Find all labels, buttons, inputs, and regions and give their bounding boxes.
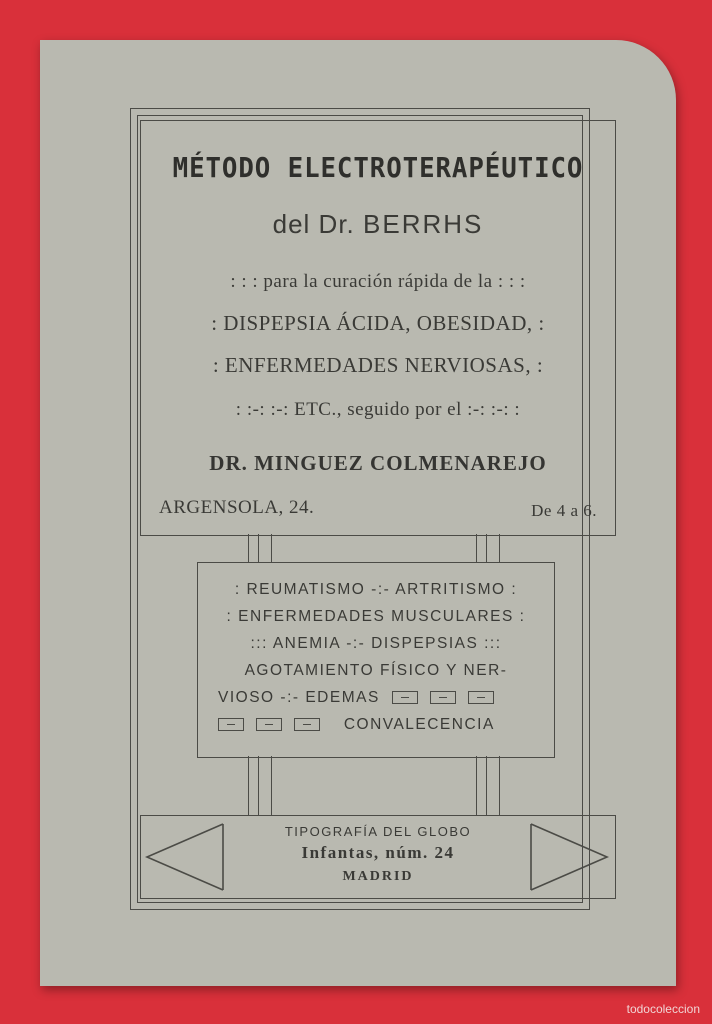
ailments-line-5 — [198, 689, 554, 707]
sign-post-right-lower — [476, 756, 500, 815]
leaflet-title: MÉTODO ELECTROTERAPÉUTICO — [172, 151, 584, 184]
dash-ornament-icon — [430, 691, 456, 704]
printer-street: Infantas, núm. 24 — [301, 843, 455, 862]
printer-city: MADRID — [342, 869, 414, 884]
ailments-line-5-text: VIOSO -:- EDEMAS — [218, 689, 380, 706]
office-hours: De 4 a 6. — [531, 501, 597, 520]
ailments-line-3: ::: ANEMIA -:- DISPEPSIAS ::: — [250, 635, 502, 652]
ailments-line-1: : REUMATISMO -:- ARTRITISMO : — [234, 581, 518, 598]
ailments-line-4: AGOTAMIENTO FÍSICO Y NER- — [244, 662, 508, 679]
sign-post-left-upper — [248, 534, 272, 562]
ailments-line-6 — [198, 716, 554, 734]
doctor-name: DR. MINGUEZ COLMENAREJO — [209, 451, 547, 475]
dash-ornament-icon — [468, 691, 494, 704]
printer-box — [140, 815, 616, 899]
ailments-line-6-text: CONVALECENCIA — [343, 716, 495, 733]
ailments-sign-box — [197, 562, 555, 758]
leaflet-page — [40, 40, 676, 986]
dash-ornament-icon — [294, 718, 320, 731]
dash-ornament-icon — [218, 718, 244, 731]
dash-ornament-icon — [392, 691, 418, 704]
condition-line-1: : DISPEPSIA ÁCIDA, OBESIDAD, : — [211, 311, 545, 335]
watermark: todocoleccion — [626, 1002, 700, 1016]
subtitle-prefix: del Dr. — [272, 209, 355, 239]
dash-ornament-icon — [256, 718, 282, 731]
leaflet-subtitle — [141, 209, 615, 240]
main-sign-box — [140, 120, 616, 536]
sign-post-left-lower — [248, 756, 272, 815]
condition-line-2: : ENFERMEDADES NERVIOSAS, : — [212, 353, 544, 377]
printer-name: TIPOGRAFÍA DEL GLOBO — [284, 824, 472, 839]
intro-line: : : : para la curación rápida de la : : : — [230, 271, 526, 292]
subtitle-name: BERRHS — [363, 209, 484, 239]
address: ARGENSOLA, 24. — [159, 497, 315, 518]
sign-post-right-upper — [476, 534, 500, 562]
ailments-line-2: : ENFERMEDADES MUSCULARES : — [226, 608, 526, 625]
etc-line: : :-: :-: ETC., seguido por el :-: :-: : — [235, 399, 521, 420]
